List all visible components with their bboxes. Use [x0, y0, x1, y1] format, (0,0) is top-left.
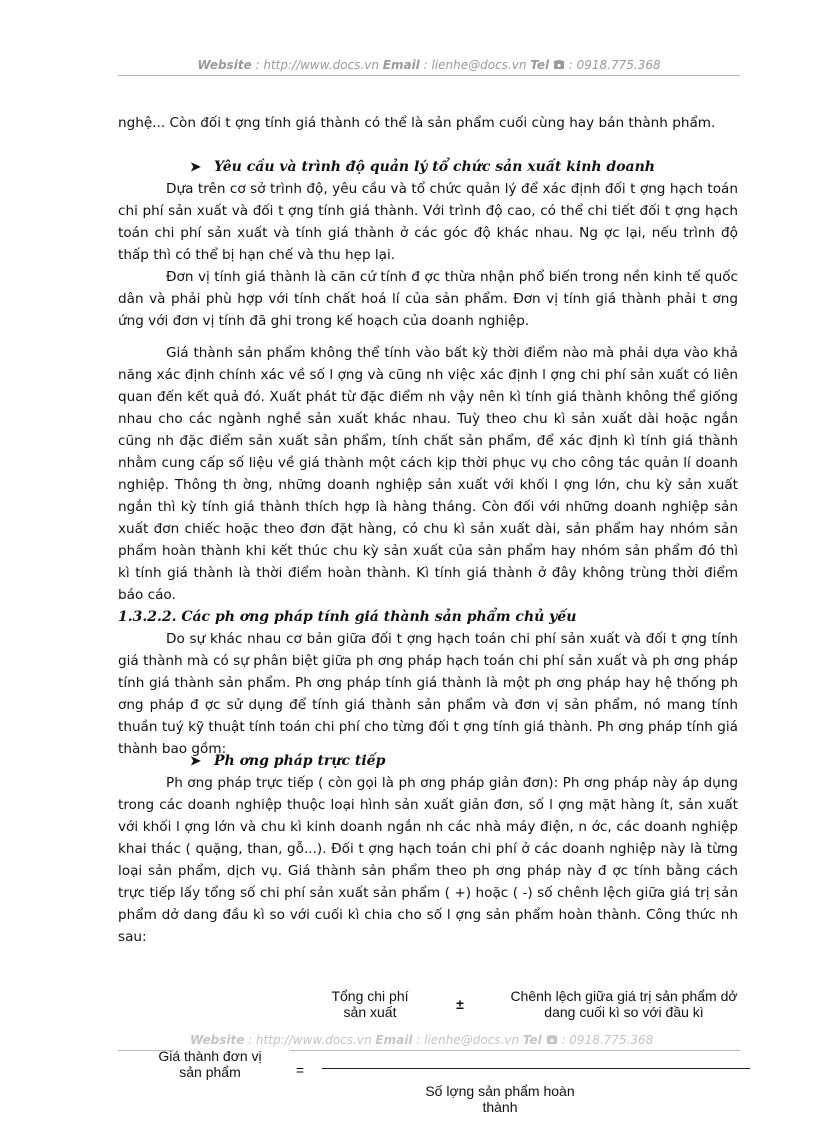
heading-requirements-text: Yêu cầu và trình độ quản lý tổ chức sản xuất kinh doanh: [214, 159, 655, 175]
formula-difference: [488, 988, 760, 1020]
footer-tel-label: Tel: [522, 1033, 542, 1047]
section-heading: 1.3.2.2. Các ph ơng pháp tính giá thành sản phẩm chủ yếu: [118, 609, 577, 625]
formula-denominator-text: Số lợng sản phẩm hoàn thành: [425, 1083, 575, 1115]
arrow-bullet-icon: ➤: [190, 754, 201, 769]
arrow-bullet-icon: ➤: [190, 160, 201, 175]
footer-website-value: : http://www.docs.vn: [244, 1033, 376, 1047]
header-email-value: : lienhe@docs.vn: [419, 58, 531, 72]
header-tel-value: : 0918.775.368: [564, 58, 661, 72]
page-header: [118, 58, 740, 72]
paragraph-2: Dựa trên cơ sở trình độ, yêu cầu và tổ chức quản lý để xác định đối t ợng hạch toán chi phí sản xuất và đối t ợng tính giá thành. Với trình độ cao, có thể chi tiết đối t ợng hạch toán chi phí sản xuất và tính giá thành ở các góc độ khác nhau. Ng ợc lại, nếu trình độ thấp thì có thể bị hạn chế và thu hẹp lại.: [118, 181, 738, 263]
heading-requirements: [190, 156, 655, 179]
formula-fraction-bar: [322, 1068, 750, 1069]
formula-lhs-text: Giá thành đơn vị sản phẩm: [158, 1048, 262, 1080]
footer-email-value: : lienhe@docs.vn: [412, 1033, 523, 1047]
formula-lhs: [150, 1048, 270, 1080]
formula-total-cost-text: Tổng chi phí sản xuất: [331, 988, 409, 1020]
paragraph-3: Đơn vị tính giá thành là căn cứ tính đ ợc thừa nhận phổ biến trong nền kinh tế quốc dân và phải phù hợp với tính chất hoá lí của sản phẩm. Đơn vị tính giá thành phải t ơng ứng với đơn vị tính đã ghi trong kế hoạch của doanh nghiệp.: [118, 269, 738, 329]
heading-direct-method: [190, 750, 385, 773]
formula-difference-text: Chênh lệch giữa giá trị sản phẩm dở dang cuối kì so với đầu kì: [510, 988, 738, 1020]
paragraph-5: Do sự khác nhau cơ bản giữa đối t ợng hạch toán chi phí sản xuất và đối t ợng tính giá thành mà có sự phân biệt giữa ph ơng pháp hạch toán chi phí sản xuất và ph ơng pháp tính giá thành sản phẩm. Ph ơng pháp tính giá thành là một ph ơng pháp hay hệ thống ph ơng pháp đ ợc sử dụng để tính giá thành sản phẩm và đơn vị sản phẩm, nó mang tính thuần tuý kỹ thuật tính toán chi phí cho từng đối t ợng tính giá thành. Ph ơng pháp tính giá thành bao gồm:: [118, 631, 738, 757]
formula-plus-minus: ±: [456, 996, 464, 1012]
paragraph-1: nghệ... Còn đối t ợng tính giá thành có thể là sản phẩm cuối cùng hay bán thành phẩm.: [118, 115, 716, 131]
paragraph-6: Ph ơng pháp trực tiếp ( còn gọi là ph ơng pháp giản đơn): Ph ơng pháp này áp dụng trong các doanh nghiệp thuộc loại hình sản xuất giản đơn, số l ợng mặt hàng ít, sản xuất với khối l ợng lớn và chu kì kinh doanh ngắn nh các nhà máy điện, n ớc, các doanh nghiệp khai thác ( quặng, than, gỗ...). Đối t ợng hạch toán chi phí ở các doanh nghiệp này là từng loại sản phẩm, dịch vụ. Giá thành sản phẩm theo ph ơng pháp này đ ợc tính bằng cách trực tiếp lấy tổng số chi phí sản xuất sản phẩm ( +) hoặc ( -) số chênh lệch giữa giá trị sản phẩm dở dang đầu kì so với cuối kì chia cho số l ợng sản phẩm hoàn thành. Công thức nh sau:: [118, 775, 738, 945]
paragraph-4: Giá thành sản phẩm không thể tính vào bất kỳ thời điểm nào mà phải dựa vào khả năng xác định chính xác về số l ợng và cũng nh việc xác định l ợng chi phí sản xuất có liên quan đến kết quả đó. Xuất phát từ đặc điểm nh vậy nên kì tính giá thành không thể giống nhau cho các ngành nghề sản xuất khác nhau. Tuỳ theo chu kì sản xuất dài hoặc ngắn cũng nh đặc điểm sản xuất sản phẩm, tính chất sản phẩm, để xác định kì tính giá thành nhằm cung cấp số liệu về giá thành một cách kịp thời phục vụ cho công tác quản lí doanh nghiệp. Thông th ờng, những doanh nghiệp sản xuất với khối l ợng lớn, chu kỳ sản xuất ngắn thì kỳ tính giá thành thích hợp là hàng tháng. Còn đối với những doanh nghiệp sản xuất đơn chiếc hoặc theo đơn đặt hàng, có chu kì sản xuất dài, sản phẩm hay nhóm sản phẩm hoàn thành khi kết thúc chu kỳ sản xuất của sản phẩm hay nhóm sản phẩm đó thì kì tính giá thành là thời điểm hoàn thành. Kì tính giá thành ở đây không trùng thời điểm báo cáo.: [118, 345, 738, 603]
header-tel-label: Tel: [530, 58, 550, 72]
footer-watermark: [190, 1033, 653, 1047]
formula-equals: =: [295, 1062, 305, 1078]
footer-tel-value: : 0918.775.368: [557, 1033, 654, 1047]
formula-total-cost: [310, 988, 430, 1020]
header-email-label: Email: [382, 58, 420, 72]
phone-icon: [553, 59, 565, 70]
header-website-label: Website: [197, 58, 252, 72]
formula-denominator: [400, 1083, 600, 1115]
footer-email-label: Email: [375, 1033, 413, 1047]
header-website-value: : http://www.docs.vn: [251, 58, 383, 72]
phone-icon: [546, 1034, 558, 1045]
footer-website-label: Website: [190, 1033, 245, 1047]
header-rule: [118, 75, 740, 76]
heading-direct-method-text: Ph ơng pháp trực tiếp: [214, 753, 386, 769]
footer-rule-right: [290, 1050, 740, 1051]
